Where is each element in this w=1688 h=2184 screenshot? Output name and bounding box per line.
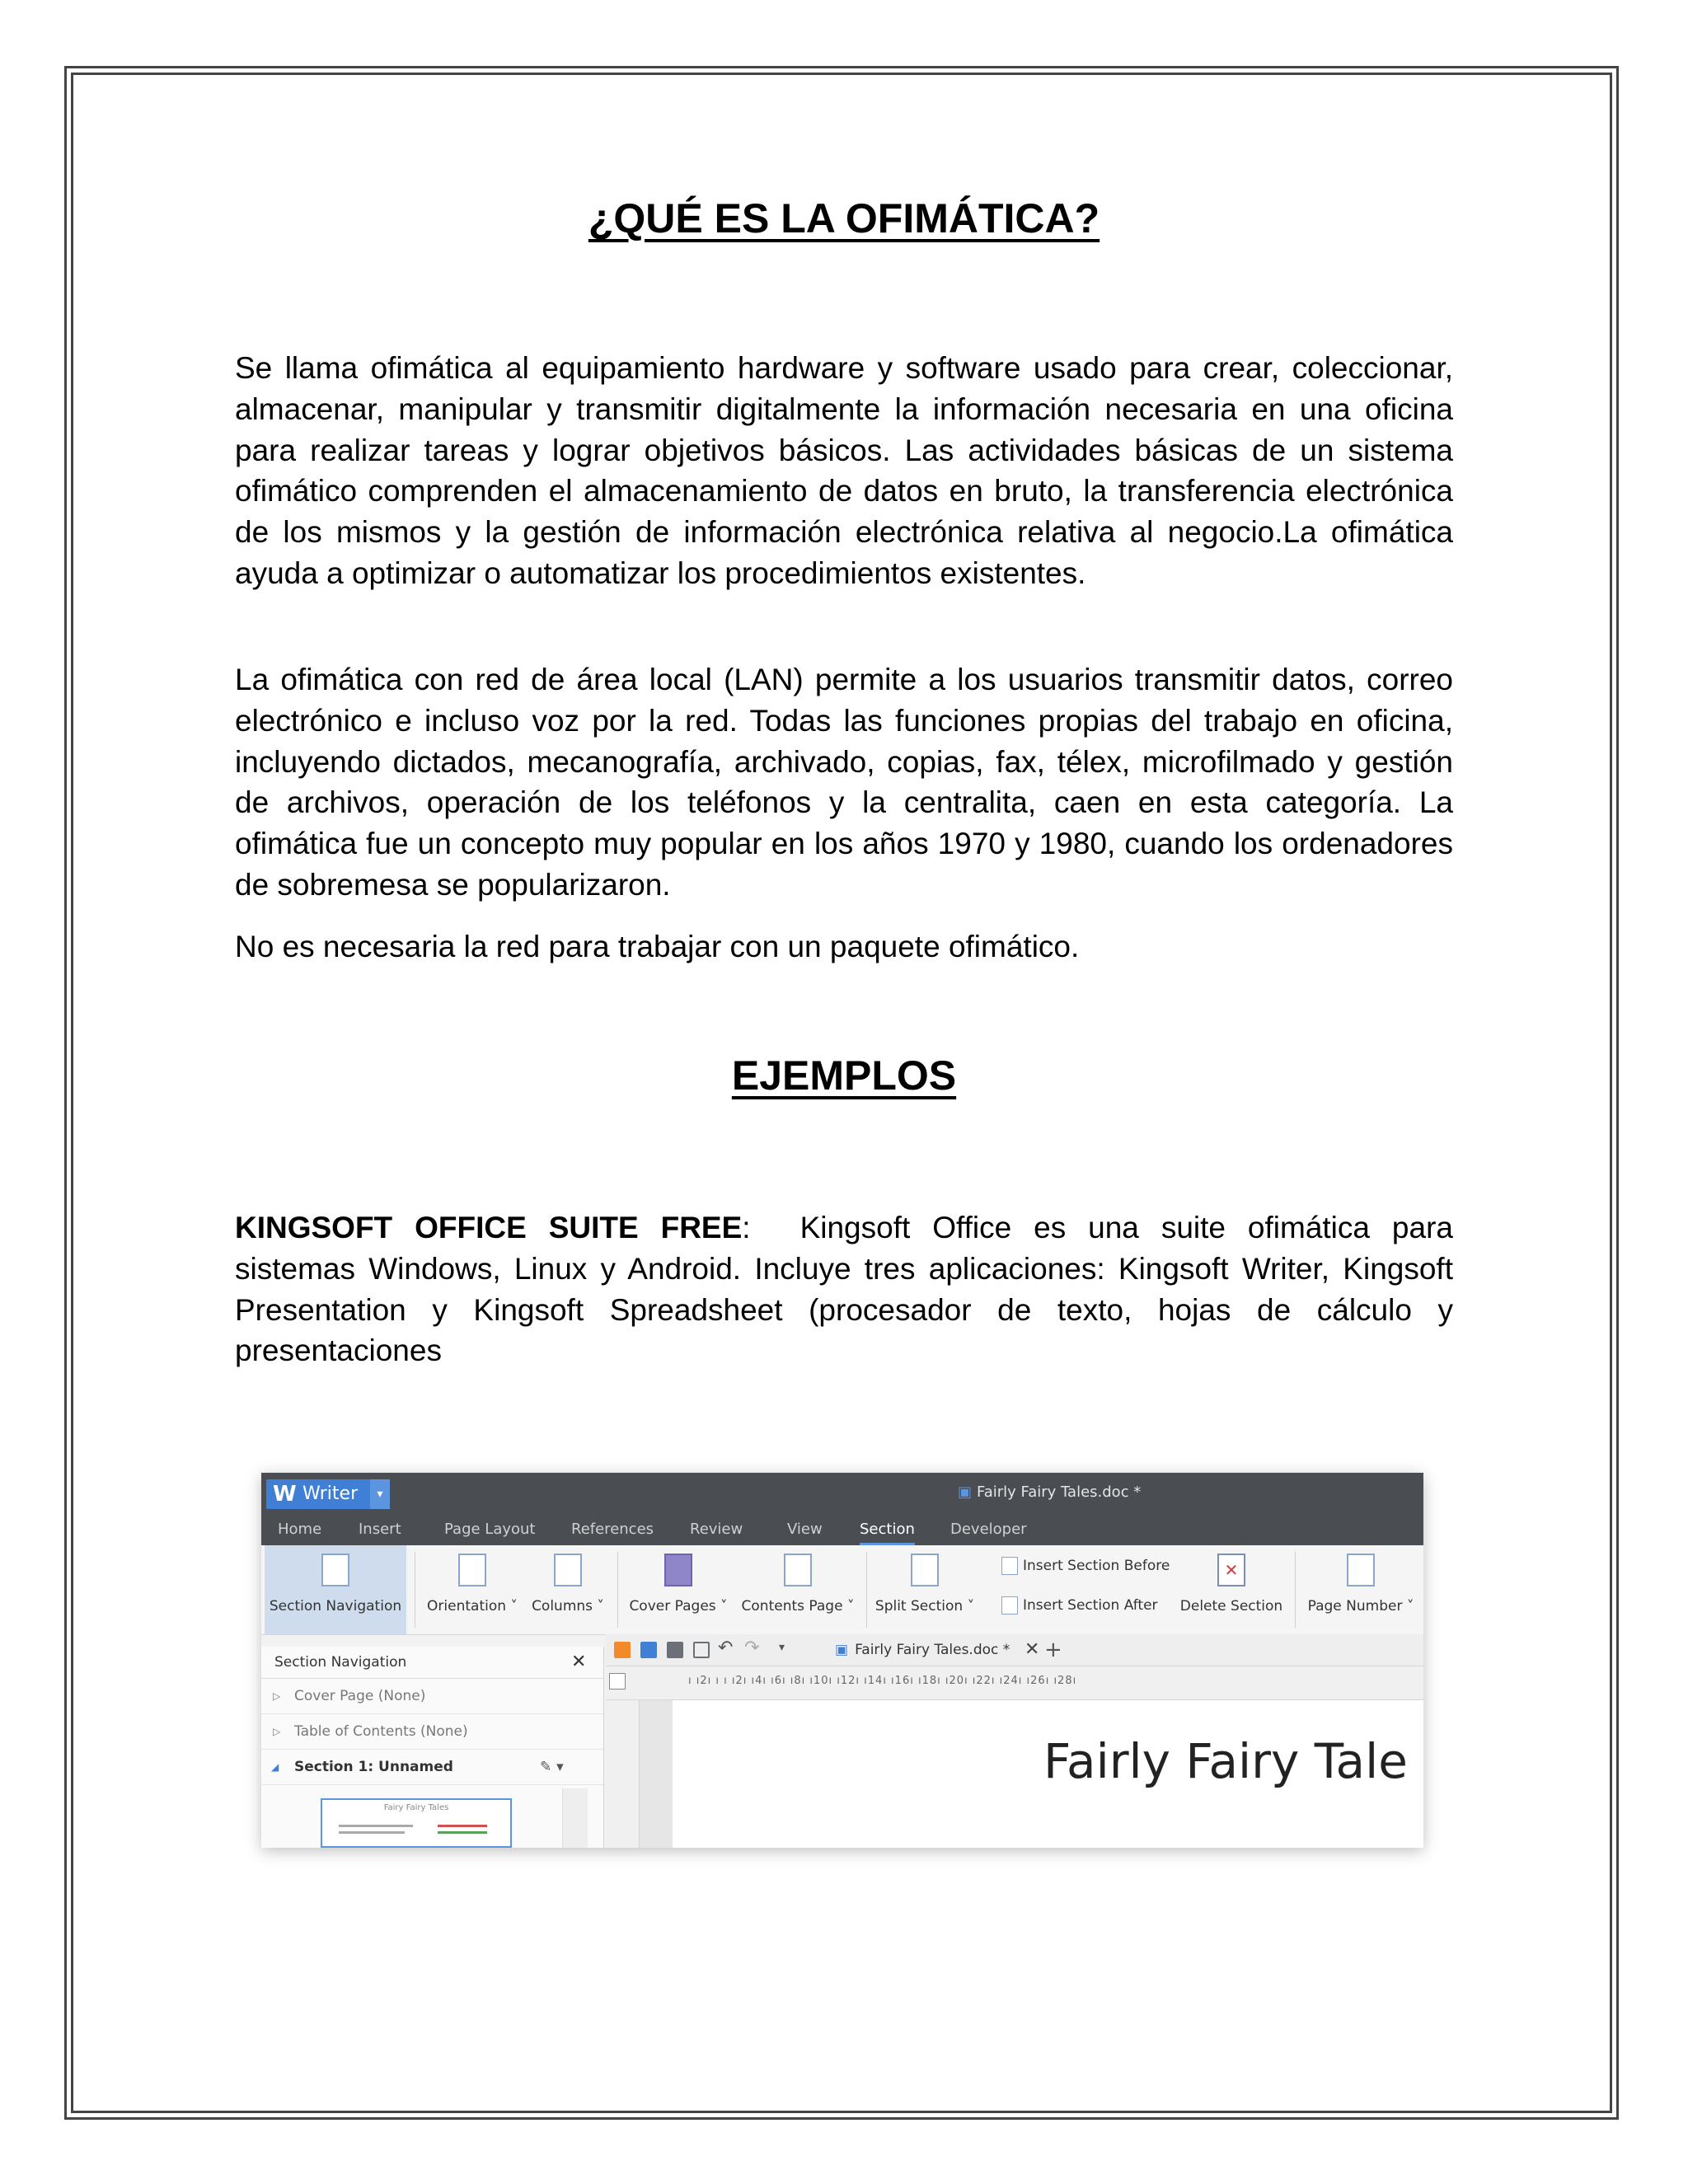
nav-scrollbar[interactable]	[562, 1788, 588, 1848]
chevron-right-icon: ▷	[273, 1690, 281, 1702]
split-section-button[interactable]: Split Section ˅	[873, 1545, 977, 1634]
section-navigation-icon	[321, 1554, 349, 1586]
nav-item-table-of-contents[interactable]: ▷ Table of Contents (None)	[261, 1714, 603, 1750]
writer-app-name: Writer	[302, 1483, 359, 1504]
page-heading: Fairly Fairy Tale	[1043, 1733, 1408, 1789]
kingsoft-colon: :	[742, 1211, 751, 1244]
edit-icon[interactable]: ✎ ▾	[540, 1759, 564, 1775]
nav-item-cover-page[interactable]: ▷ Cover Page (None)	[261, 1679, 603, 1714]
heading-ejemplos: EJEMPLOS	[731, 1052, 957, 1099]
columns-button[interactable]: Columns ˅	[527, 1545, 609, 1634]
document-canvas[interactable]	[640, 1700, 1423, 1848]
menu-insert[interactable]: Insert	[359, 1521, 401, 1538]
writer-logo-icon: W	[273, 1482, 297, 1507]
quick-access-toolbar	[606, 1634, 1423, 1666]
tab-stop-icon[interactable]	[609, 1673, 626, 1690]
title-bar	[261, 1473, 1423, 1545]
section-navigation-button[interactable]: Section Navigation	[265, 1545, 406, 1634]
delete-section-icon: ✕	[1217, 1554, 1245, 1586]
nav-pane-header	[261, 1647, 603, 1679]
menu-page-layout[interactable]: Page Layout	[444, 1521, 536, 1538]
open-icon[interactable]	[614, 1642, 631, 1658]
kingsoft-lead: KINGSOFT OFFICE SUITE FREE	[235, 1211, 743, 1244]
thumbnail-title: Fairy Fairy Tales	[383, 1803, 449, 1812]
chevron-down-icon: ◢	[271, 1761, 279, 1773]
chevron-down-icon[interactable]: ▾	[779, 1641, 785, 1654]
section-navigation-pane	[261, 1647, 604, 1848]
contents-page-button[interactable]: Contents Page ˅	[738, 1545, 858, 1634]
vertical-ruler[interactable]	[606, 1700, 640, 1848]
redo-icon[interactable]: ↷	[744, 1638, 760, 1658]
page-thumbnail[interactable]	[321, 1798, 512, 1848]
nav-pane-title: Section Navigation	[274, 1654, 407, 1671]
paragraph-lan: La ofimática con red de área local (LAN) permite a los usuarios transmitir datos, correo electrónico e incluso voz por la red. Todas las funciones propias del trabajo en oficina, incluyendo dictados, mecanografía, archivado, copias, fax, télex, microfilmado y gestión de archivos, operación de los teléfonos y la centralita, caen en esta categoría. La ofimática fue un concepto muy popular en los años 1970 y 1980, cuando los ordenadores de sobremesa se popularizaron.	[235, 663, 1453, 902]
ribbon	[261, 1545, 1423, 1635]
new-tab-icon[interactable]: +	[1044, 1638, 1062, 1662]
window-title: ▣ Fairly Fairy Tales.doc *	[958, 1483, 1142, 1501]
print-icon[interactable]	[667, 1642, 683, 1658]
menu-view[interactable]: View	[787, 1521, 823, 1538]
chevron-down-icon[interactable]: ▾	[370, 1479, 390, 1509]
insert-before-icon	[1001, 1557, 1018, 1575]
close-icon[interactable]: ✕	[571, 1652, 587, 1672]
writer-app-button[interactable]	[266, 1479, 390, 1509]
cover-pages-icon	[664, 1554, 692, 1586]
paragraph-kingsoft	[235, 1207, 1453, 1371]
undo-icon[interactable]: ↶	[718, 1638, 734, 1658]
orientation-icon	[458, 1554, 486, 1586]
split-section-icon	[911, 1554, 939, 1586]
insert-section-after-button[interactable]: Insert Section After	[1001, 1596, 1158, 1615]
insert-after-icon	[1001, 1596, 1018, 1615]
contents-page-icon	[784, 1554, 812, 1586]
menu-developer[interactable]: Developer	[950, 1521, 1027, 1538]
menu-review[interactable]: Review	[690, 1521, 743, 1538]
preview-icon[interactable]	[693, 1642, 710, 1658]
save-icon[interactable]	[640, 1642, 657, 1658]
document-icon: ▣	[958, 1483, 973, 1501]
kingsoft-writer-screenshot	[261, 1473, 1423, 1848]
paragraph-definition: Se llama ofimática al equipamiento hardware y software usado para crear, coleccionar, almacenar, manipular y transmitir digitalmente la información necesaria en una oficina para realizar tareas y lograr objetivos básicos. Las actividades básicas de un sistema ofimático comprenden el almacenamiento de datos en bruto, la transferencia electrónica de los mismos y la gestión de información electrónica relativa al negocio.La ofimática ayuda a optimizar o automatizar los procedimientos existentes.	[235, 351, 1453, 590]
horizontal-ruler[interactable]	[606, 1666, 1423, 1700]
document-page[interactable]	[673, 1700, 1423, 1848]
insert-section-before-button[interactable]: Insert Section Before	[1001, 1557, 1170, 1575]
ruler-marks: ı ı2ı ı ı ı2ı ı4ı ı6ı ı8ı ı10ı ı12ı ı14ı ı16ı ı18ı ı20ı ı22ı ı24ı ı26ı ı28ı	[688, 1675, 1077, 1687]
orientation-button[interactable]: Orientation ˅	[423, 1545, 522, 1634]
heading-que-es-ofimatica: ¿QUÉ ES LA OFIMÁTICA?	[588, 195, 1100, 241]
paragraph-no-network: No es necesaria la red para trabajar con un paquete ofimático.	[235, 930, 1080, 963]
document-tab[interactable]: ▣ Fairly Fairy Tales.doc *	[835, 1642, 1010, 1658]
page-number-button[interactable]: Page Number ˅	[1303, 1545, 1418, 1634]
chevron-right-icon: ▷	[273, 1726, 281, 1737]
close-tab-icon[interactable]: ✕	[1025, 1639, 1040, 1660]
page-number-icon	[1347, 1554, 1375, 1586]
menu-references[interactable]: References	[571, 1521, 654, 1538]
columns-icon	[554, 1554, 582, 1586]
menu-bar	[261, 1514, 1423, 1545]
delete-section-button[interactable]: ✕ Delete Section	[1175, 1545, 1288, 1634]
nav-item-section-1[interactable]: ◢ Section 1: Unnamed ✎ ▾	[261, 1750, 603, 1785]
menu-home[interactable]: Home	[278, 1521, 322, 1538]
kingsoft-description: Kingsoft Office es una suite ofimática para sistemas Windows, Linux y Android. Incluye tres aplicaciones: Kingsoft Writer, Kingsoft Presentation y Kingsoft Spreadsheet (procesador de texto, hojas de cálculo y presentaciones	[235, 1211, 1453, 1368]
menu-section[interactable]: Section	[860, 1514, 915, 1545]
cover-pages-button[interactable]: Cover Pages ˅	[624, 1545, 733, 1634]
document-icon: ▣	[835, 1642, 849, 1658]
